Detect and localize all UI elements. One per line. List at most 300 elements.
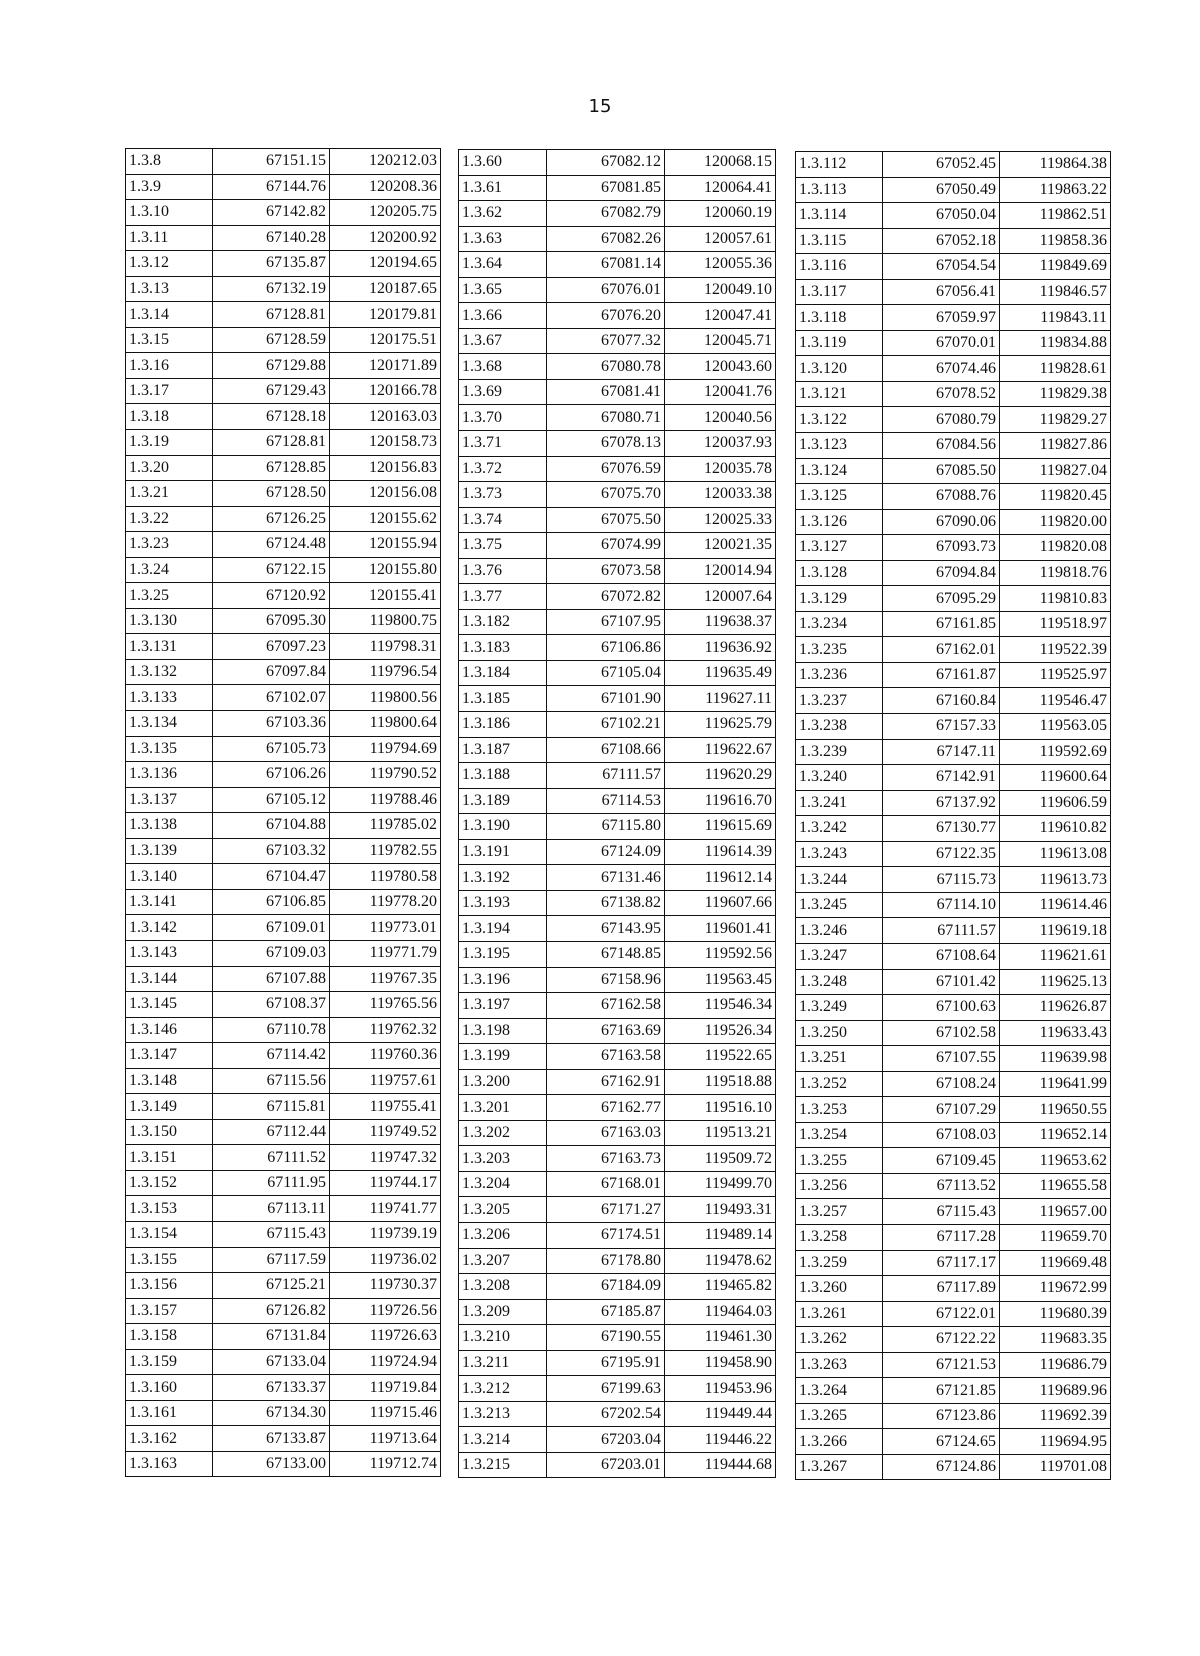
x-coordinate-cell: 67103.36 xyxy=(213,711,330,737)
table-row xyxy=(459,865,776,891)
point-id-cell: 1.3.186 xyxy=(459,712,547,738)
table-row xyxy=(126,532,441,558)
table-row xyxy=(796,892,1111,918)
y-coordinate-cell: 119509.72 xyxy=(665,1146,776,1172)
y-coordinate-cell: 119863.22 xyxy=(1000,177,1111,203)
x-coordinate-cell: 67115.56 xyxy=(213,1068,330,1094)
table-row xyxy=(796,943,1111,969)
x-coordinate-cell: 67199.63 xyxy=(547,1376,665,1402)
y-coordinate-cell: 119464.03 xyxy=(665,1299,776,1325)
table-row xyxy=(126,1375,441,1401)
table-row xyxy=(796,1454,1111,1480)
coordinate-table-3 xyxy=(795,151,1111,1480)
table-row xyxy=(796,995,1111,1021)
x-coordinate-cell: 67114.10 xyxy=(883,892,1000,918)
point-id-cell: 1.3.209 xyxy=(459,1299,547,1325)
point-id-cell: 1.3.153 xyxy=(126,1196,213,1222)
table-row xyxy=(459,839,776,865)
point-id-cell: 1.3.120 xyxy=(796,356,883,382)
x-coordinate-cell: 67077.32 xyxy=(547,328,665,354)
x-coordinate-cell: 67163.69 xyxy=(547,1018,665,1044)
table-row xyxy=(126,762,441,788)
y-coordinate-cell: 119444.68 xyxy=(665,1452,776,1478)
point-id-cell: 1.3.250 xyxy=(796,1020,883,1046)
point-id-cell: 1.3.241 xyxy=(796,790,883,816)
x-coordinate-cell: 67120.92 xyxy=(213,583,330,609)
y-coordinate-cell: 119749.52 xyxy=(330,1119,441,1145)
table-row xyxy=(126,302,441,328)
table-row xyxy=(796,1327,1111,1353)
point-id-cell: 1.3.163 xyxy=(126,1451,213,1477)
x-coordinate-cell: 67122.22 xyxy=(883,1327,1000,1353)
point-id-cell: 1.3.254 xyxy=(796,1122,883,1148)
point-id-cell: 1.3.73 xyxy=(459,482,547,508)
point-id-cell: 1.3.65 xyxy=(459,277,547,303)
table-row xyxy=(459,405,776,431)
x-coordinate-cell: 67070.01 xyxy=(883,330,1000,356)
x-coordinate-cell: 67080.71 xyxy=(547,405,665,431)
table-row xyxy=(459,558,776,584)
x-coordinate-cell: 67137.92 xyxy=(883,790,1000,816)
y-coordinate-cell: 120156.83 xyxy=(330,455,441,481)
point-id-cell: 1.3.9 xyxy=(126,174,213,200)
table-row xyxy=(796,816,1111,842)
point-id-cell: 1.3.242 xyxy=(796,816,883,842)
x-coordinate-cell: 67117.17 xyxy=(883,1250,1000,1276)
table-row xyxy=(126,1451,441,1477)
y-coordinate-cell: 119800.56 xyxy=(330,685,441,711)
table-row xyxy=(796,714,1111,740)
point-id-cell: 1.3.68 xyxy=(459,354,547,380)
table-row xyxy=(126,1196,441,1222)
x-coordinate-cell: 67095.29 xyxy=(883,586,1000,612)
x-coordinate-cell: 67059.97 xyxy=(883,305,1000,331)
point-id-cell: 1.3.211 xyxy=(459,1350,547,1376)
point-id-cell: 1.3.235 xyxy=(796,637,883,663)
table-row xyxy=(796,1148,1111,1174)
y-coordinate-cell: 119818.76 xyxy=(1000,560,1111,586)
y-coordinate-cell: 119625.13 xyxy=(1000,969,1111,995)
y-coordinate-cell: 119655.58 xyxy=(1000,1173,1111,1199)
point-id-cell: 1.3.72 xyxy=(459,456,547,482)
x-coordinate-cell: 67072.82 xyxy=(547,584,665,610)
x-coordinate-cell: 67144.76 xyxy=(213,174,330,200)
x-coordinate-cell: 67140.28 xyxy=(213,225,330,251)
x-coordinate-cell: 67133.87 xyxy=(213,1426,330,1452)
table-row xyxy=(126,1298,441,1324)
table-row xyxy=(796,458,1111,484)
page-number: 15 xyxy=(588,96,612,117)
table-row xyxy=(459,763,776,789)
point-id-cell: 1.3.159 xyxy=(126,1349,213,1375)
table-row xyxy=(126,608,441,634)
point-id-cell: 1.3.203 xyxy=(459,1146,547,1172)
x-coordinate-cell: 67131.46 xyxy=(547,865,665,891)
table-row xyxy=(796,1301,1111,1327)
table-row xyxy=(126,1324,441,1350)
point-id-cell: 1.3.237 xyxy=(796,688,883,714)
table-row xyxy=(126,838,441,864)
table-row xyxy=(126,659,441,685)
x-coordinate-cell: 67123.86 xyxy=(883,1403,1000,1429)
table-row xyxy=(126,634,441,660)
y-coordinate-cell: 119612.14 xyxy=(665,865,776,891)
y-coordinate-cell: 120212.03 xyxy=(330,149,441,175)
table-row xyxy=(796,228,1111,254)
point-id-cell: 1.3.255 xyxy=(796,1148,883,1174)
x-coordinate-cell: 67128.59 xyxy=(213,327,330,353)
x-coordinate-cell: 67171.27 xyxy=(547,1197,665,1223)
x-coordinate-cell: 67138.82 xyxy=(547,890,665,916)
y-coordinate-cell: 120187.65 xyxy=(330,276,441,302)
x-coordinate-cell: 67110.78 xyxy=(213,1017,330,1043)
y-coordinate-cell: 119518.88 xyxy=(665,1069,776,1095)
point-id-cell: 1.3.16 xyxy=(126,353,213,379)
x-coordinate-cell: 67093.73 xyxy=(883,535,1000,561)
y-coordinate-cell: 119794.69 xyxy=(330,736,441,762)
x-coordinate-cell: 67151.15 xyxy=(213,149,330,175)
x-coordinate-cell: 67094.84 xyxy=(883,560,1000,586)
point-id-cell: 1.3.244 xyxy=(796,867,883,893)
x-coordinate-cell: 67050.49 xyxy=(883,177,1000,203)
x-coordinate-cell: 67106.26 xyxy=(213,762,330,788)
table-row xyxy=(796,509,1111,535)
point-id-cell: 1.3.257 xyxy=(796,1199,883,1225)
point-id-cell: 1.3.182 xyxy=(459,609,547,635)
x-coordinate-cell: 67130.77 xyxy=(883,816,1000,842)
table-row xyxy=(126,404,441,430)
point-id-cell: 1.3.15 xyxy=(126,327,213,353)
table-row xyxy=(459,533,776,559)
point-id-cell: 1.3.248 xyxy=(796,969,883,995)
point-id-cell: 1.3.183 xyxy=(459,635,547,661)
y-coordinate-cell: 120037.93 xyxy=(665,431,776,457)
table-row xyxy=(126,430,441,456)
x-coordinate-cell: 67124.86 xyxy=(883,1454,1000,1480)
table-row xyxy=(796,688,1111,714)
x-coordinate-cell: 67097.23 xyxy=(213,634,330,660)
y-coordinate-cell: 119546.34 xyxy=(665,993,776,1019)
table-row xyxy=(126,1426,441,1452)
x-coordinate-cell: 67143.95 xyxy=(547,916,665,942)
point-id-cell: 1.3.204 xyxy=(459,1171,547,1197)
x-coordinate-cell: 67178.80 xyxy=(547,1248,665,1274)
table-row xyxy=(459,686,776,712)
point-id-cell: 1.3.140 xyxy=(126,864,213,890)
table-row xyxy=(796,305,1111,331)
table-row xyxy=(126,1068,441,1094)
point-id-cell: 1.3.152 xyxy=(126,1170,213,1196)
table-row xyxy=(796,484,1111,510)
x-coordinate-cell: 67121.85 xyxy=(883,1378,1000,1404)
y-coordinate-cell: 119771.79 xyxy=(330,940,441,966)
point-id-cell: 1.3.192 xyxy=(459,865,547,891)
x-coordinate-cell: 67148.85 xyxy=(547,941,665,967)
point-id-cell: 1.3.238 xyxy=(796,714,883,740)
y-coordinate-cell: 119592.69 xyxy=(1000,739,1111,765)
y-coordinate-cell: 120060.19 xyxy=(665,201,776,227)
point-id-cell: 1.3.137 xyxy=(126,787,213,813)
y-coordinate-cell: 119829.38 xyxy=(1000,381,1111,407)
y-coordinate-cell: 120068.15 xyxy=(665,150,776,176)
y-coordinate-cell: 119798.31 xyxy=(330,634,441,660)
point-id-cell: 1.3.124 xyxy=(796,458,883,484)
x-coordinate-cell: 67161.85 xyxy=(883,611,1000,637)
y-coordinate-cell: 119461.30 xyxy=(665,1325,776,1351)
point-id-cell: 1.3.135 xyxy=(126,736,213,762)
table-row xyxy=(126,787,441,813)
x-coordinate-cell: 67101.42 xyxy=(883,969,1000,995)
table-row xyxy=(126,225,441,251)
table-row xyxy=(126,1247,441,1273)
y-coordinate-cell: 119525.97 xyxy=(1000,662,1111,688)
x-coordinate-cell: 67195.91 xyxy=(547,1350,665,1376)
y-coordinate-cell: 119741.77 xyxy=(330,1196,441,1222)
point-id-cell: 1.3.194 xyxy=(459,916,547,942)
table-row xyxy=(126,1221,441,1247)
table-row xyxy=(459,1120,776,1146)
table-row xyxy=(796,356,1111,382)
point-id-cell: 1.3.20 xyxy=(126,455,213,481)
point-id-cell: 1.3.112 xyxy=(796,152,883,178)
y-coordinate-cell: 120057.61 xyxy=(665,226,776,252)
point-id-cell: 1.3.8 xyxy=(126,149,213,175)
point-id-cell: 1.3.66 xyxy=(459,303,547,329)
x-coordinate-cell: 67113.11 xyxy=(213,1196,330,1222)
x-coordinate-cell: 67132.19 xyxy=(213,276,330,302)
table-row xyxy=(126,1273,441,1299)
table-row xyxy=(796,1378,1111,1404)
y-coordinate-cell: 119453.96 xyxy=(665,1376,776,1402)
y-coordinate-cell: 119513.21 xyxy=(665,1120,776,1146)
point-id-cell: 1.3.187 xyxy=(459,737,547,763)
x-coordinate-cell: 67142.82 xyxy=(213,200,330,226)
x-coordinate-cell: 67100.63 xyxy=(883,995,1000,1021)
table-row xyxy=(126,1170,441,1196)
point-id-cell: 1.3.265 xyxy=(796,1403,883,1429)
y-coordinate-cell: 120163.03 xyxy=(330,404,441,430)
point-id-cell: 1.3.70 xyxy=(459,405,547,431)
point-id-cell: 1.3.126 xyxy=(796,509,883,535)
y-coordinate-cell: 119622.67 xyxy=(665,737,776,763)
y-coordinate-cell: 119846.57 xyxy=(1000,279,1111,305)
table-row xyxy=(126,966,441,992)
table-row xyxy=(796,790,1111,816)
x-coordinate-cell: 67115.43 xyxy=(883,1199,1000,1225)
x-coordinate-cell: 67075.50 xyxy=(547,507,665,533)
x-coordinate-cell: 67106.86 xyxy=(547,635,665,661)
y-coordinate-cell: 119694.95 xyxy=(1000,1429,1111,1455)
y-coordinate-cell: 120208.36 xyxy=(330,174,441,200)
point-id-cell: 1.3.77 xyxy=(459,584,547,610)
x-coordinate-cell: 67078.13 xyxy=(547,431,665,457)
point-id-cell: 1.3.130 xyxy=(126,608,213,634)
y-coordinate-cell: 119726.56 xyxy=(330,1298,441,1324)
point-id-cell: 1.3.127 xyxy=(796,535,883,561)
table-row xyxy=(459,507,776,533)
x-coordinate-cell: 67112.44 xyxy=(213,1119,330,1145)
x-coordinate-cell: 67133.00 xyxy=(213,1451,330,1477)
point-id-cell: 1.3.158 xyxy=(126,1324,213,1350)
table-row xyxy=(126,1349,441,1375)
y-coordinate-cell: 119701.08 xyxy=(1000,1454,1111,1480)
table-row xyxy=(126,251,441,277)
y-coordinate-cell: 120041.76 xyxy=(665,379,776,405)
y-coordinate-cell: 119820.45 xyxy=(1000,484,1111,510)
table-row xyxy=(796,1250,1111,1276)
point-id-cell: 1.3.136 xyxy=(126,762,213,788)
y-coordinate-cell: 119652.14 xyxy=(1000,1122,1111,1148)
table-row xyxy=(796,254,1111,280)
point-id-cell: 1.3.199 xyxy=(459,1044,547,1070)
y-coordinate-cell: 119724.94 xyxy=(330,1349,441,1375)
x-coordinate-cell: 67142.91 xyxy=(883,765,1000,791)
point-id-cell: 1.3.160 xyxy=(126,1375,213,1401)
x-coordinate-cell: 67161.87 xyxy=(883,662,1000,688)
table-row xyxy=(459,1018,776,1044)
table-row xyxy=(459,354,776,380)
x-coordinate-cell: 67115.80 xyxy=(547,814,665,840)
table-row xyxy=(459,252,776,278)
x-coordinate-cell: 67082.12 xyxy=(547,150,665,176)
y-coordinate-cell: 119626.87 xyxy=(1000,995,1111,1021)
y-coordinate-cell: 120156.08 xyxy=(330,481,441,507)
y-coordinate-cell: 119607.66 xyxy=(665,890,776,916)
y-coordinate-cell: 119659.70 xyxy=(1000,1224,1111,1250)
point-id-cell: 1.3.11 xyxy=(126,225,213,251)
y-coordinate-cell: 120007.64 xyxy=(665,584,776,610)
table-row xyxy=(459,916,776,942)
y-coordinate-cell: 119820.00 xyxy=(1000,509,1111,535)
table-row xyxy=(796,586,1111,612)
table-row xyxy=(126,685,441,711)
y-coordinate-cell: 119633.43 xyxy=(1000,1020,1111,1046)
y-coordinate-cell: 120155.80 xyxy=(330,557,441,583)
x-coordinate-cell: 67126.25 xyxy=(213,506,330,532)
y-coordinate-cell: 119650.55 xyxy=(1000,1097,1111,1123)
point-id-cell: 1.3.162 xyxy=(126,1426,213,1452)
x-coordinate-cell: 67105.04 xyxy=(547,660,665,686)
table-row xyxy=(459,967,776,993)
point-id-cell: 1.3.63 xyxy=(459,226,547,252)
table-row xyxy=(459,1427,776,1453)
y-coordinate-cell: 119636.92 xyxy=(665,635,776,661)
point-id-cell: 1.3.118 xyxy=(796,305,883,331)
point-id-cell: 1.3.240 xyxy=(796,765,883,791)
y-coordinate-cell: 119858.36 xyxy=(1000,228,1111,254)
table-row xyxy=(126,889,441,915)
table-row xyxy=(126,864,441,890)
point-id-cell: 1.3.67 xyxy=(459,328,547,354)
table-row xyxy=(459,1095,776,1121)
point-id-cell: 1.3.18 xyxy=(126,404,213,430)
x-coordinate-cell: 67111.57 xyxy=(547,763,665,789)
point-id-cell: 1.3.256 xyxy=(796,1173,883,1199)
x-coordinate-cell: 67124.48 xyxy=(213,532,330,558)
point-id-cell: 1.3.212 xyxy=(459,1376,547,1402)
table-row xyxy=(126,1119,441,1145)
x-coordinate-cell: 67101.90 xyxy=(547,686,665,712)
x-coordinate-cell: 67108.64 xyxy=(883,943,1000,969)
x-coordinate-cell: 67107.88 xyxy=(213,966,330,992)
y-coordinate-cell: 120043.60 xyxy=(665,354,776,380)
point-id-cell: 1.3.12 xyxy=(126,251,213,277)
table-row xyxy=(459,814,776,840)
y-coordinate-cell: 119827.86 xyxy=(1000,433,1111,459)
point-id-cell: 1.3.123 xyxy=(796,433,883,459)
table-row xyxy=(796,1403,1111,1429)
table-row xyxy=(459,1376,776,1402)
point-id-cell: 1.3.150 xyxy=(126,1119,213,1145)
table-row xyxy=(796,203,1111,229)
y-coordinate-cell: 119862.51 xyxy=(1000,203,1111,229)
x-coordinate-cell: 67113.52 xyxy=(883,1173,1000,1199)
table-row xyxy=(459,456,776,482)
point-id-cell: 1.3.143 xyxy=(126,940,213,966)
point-id-cell: 1.3.75 xyxy=(459,533,547,559)
table-row xyxy=(459,1222,776,1248)
table-row xyxy=(126,583,441,609)
y-coordinate-cell: 119767.35 xyxy=(330,966,441,992)
y-coordinate-cell: 119843.11 xyxy=(1000,305,1111,331)
x-coordinate-cell: 67050.04 xyxy=(883,203,1000,229)
point-id-cell: 1.3.206 xyxy=(459,1222,547,1248)
y-coordinate-cell: 119689.96 xyxy=(1000,1378,1111,1404)
point-id-cell: 1.3.188 xyxy=(459,763,547,789)
x-coordinate-cell: 67125.21 xyxy=(213,1273,330,1299)
y-coordinate-cell: 119606.59 xyxy=(1000,790,1111,816)
point-id-cell: 1.3.193 xyxy=(459,890,547,916)
y-coordinate-cell: 120171.89 xyxy=(330,353,441,379)
x-coordinate-cell: 67111.95 xyxy=(213,1170,330,1196)
table-row xyxy=(459,1171,776,1197)
table-row xyxy=(459,1325,776,1351)
x-coordinate-cell: 67124.65 xyxy=(883,1429,1000,1455)
table-row xyxy=(459,226,776,252)
y-coordinate-cell: 119715.46 xyxy=(330,1400,441,1426)
y-coordinate-cell: 120175.51 xyxy=(330,327,441,353)
y-coordinate-cell: 119744.17 xyxy=(330,1170,441,1196)
table-row xyxy=(126,481,441,507)
y-coordinate-cell: 119778.20 xyxy=(330,889,441,915)
y-coordinate-cell: 120200.92 xyxy=(330,225,441,251)
table-row xyxy=(796,1352,1111,1378)
y-coordinate-cell: 120033.38 xyxy=(665,482,776,508)
x-coordinate-cell: 67085.50 xyxy=(883,458,1000,484)
point-id-cell: 1.3.154 xyxy=(126,1221,213,1247)
table-row xyxy=(459,1299,776,1325)
y-coordinate-cell: 119522.65 xyxy=(665,1044,776,1070)
point-id-cell: 1.3.69 xyxy=(459,379,547,405)
point-id-cell: 1.3.71 xyxy=(459,431,547,457)
x-coordinate-cell: 67117.28 xyxy=(883,1224,1000,1250)
point-id-cell: 1.3.61 xyxy=(459,175,547,201)
table-row xyxy=(796,560,1111,586)
x-coordinate-cell: 67109.03 xyxy=(213,940,330,966)
table-row xyxy=(459,175,776,201)
y-coordinate-cell: 119518.97 xyxy=(1000,611,1111,637)
x-coordinate-cell: 67103.32 xyxy=(213,838,330,864)
y-coordinate-cell: 119613.08 xyxy=(1000,841,1111,867)
y-coordinate-cell: 119592.56 xyxy=(665,941,776,967)
y-coordinate-cell: 120014.94 xyxy=(665,558,776,584)
table-row xyxy=(459,660,776,686)
y-coordinate-cell: 120179.81 xyxy=(330,302,441,328)
y-coordinate-cell: 119692.39 xyxy=(1000,1403,1111,1429)
x-coordinate-cell: 67131.84 xyxy=(213,1324,330,1350)
x-coordinate-cell: 67117.59 xyxy=(213,1247,330,1273)
point-id-cell: 1.3.189 xyxy=(459,788,547,814)
